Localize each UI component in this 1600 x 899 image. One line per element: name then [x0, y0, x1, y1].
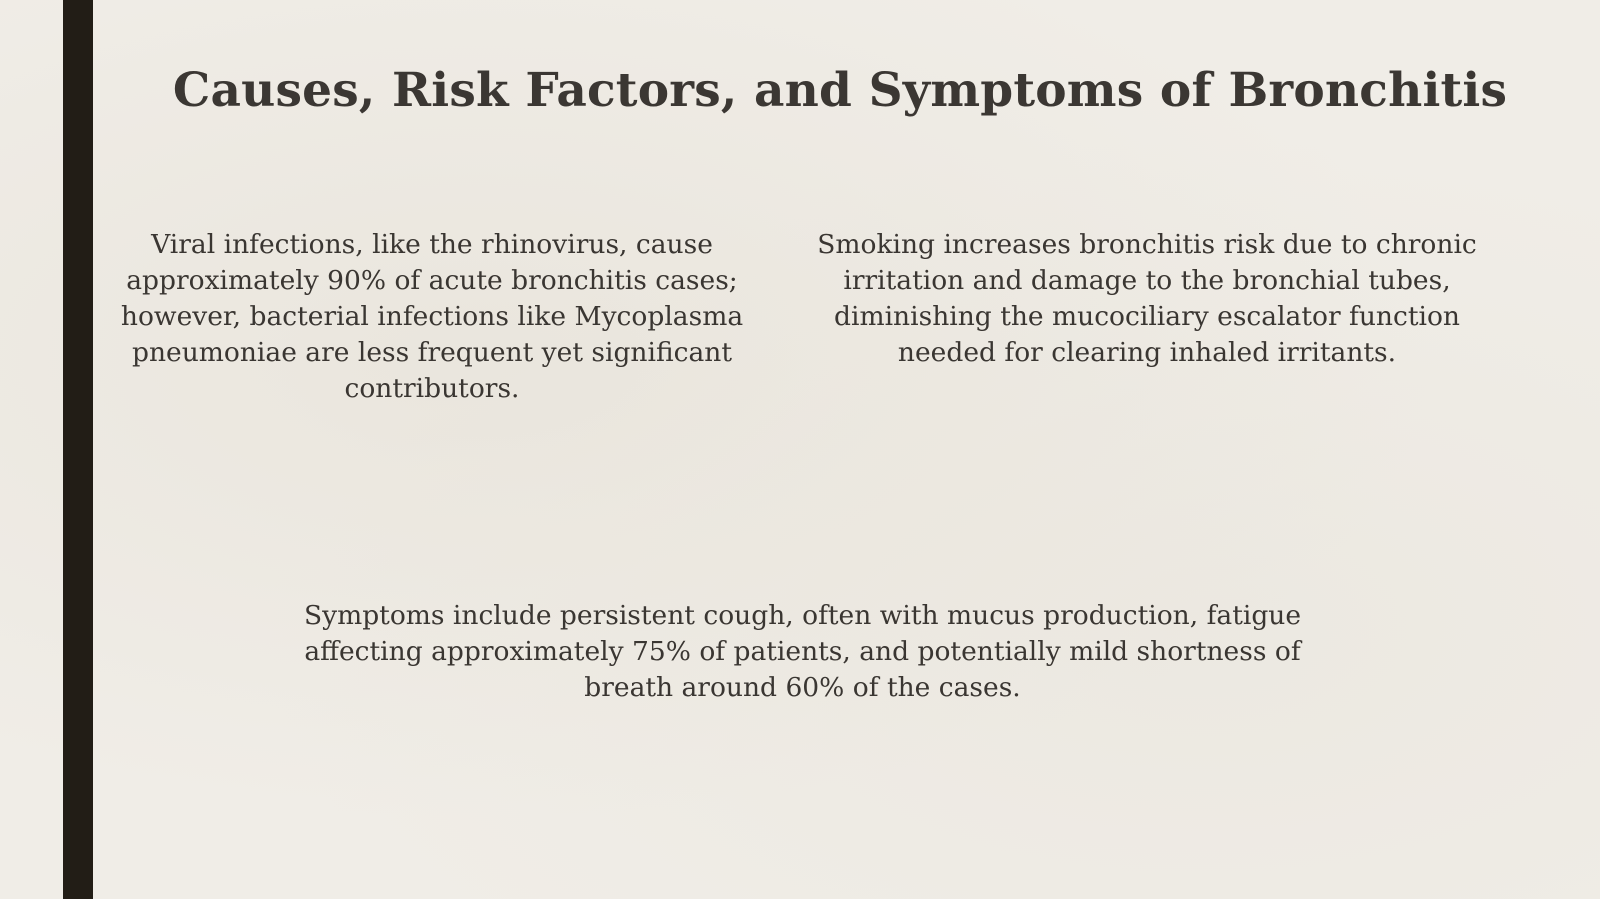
accent-bar [63, 0, 93, 899]
risk-factors-paragraph: Smoking increases bronchitis risk due to chronic irritation and damage to the bronchial tubes, diminishing the mucociliary escalator function needed for clearing inhaled irritants. [817, 229, 1477, 368]
causes-paragraph: Viral infections, like the rhinovirus, cause approximately 90% of acute bronchitis cases; however, bacterial infections like Mycoplasma pneumoniae are less frequent yet significant contributors. [120, 229, 744, 404]
slide-title: Causes, Risk Factors, and Symptoms of Bronchitis [172, 63, 1508, 118]
symptoms-paragraph: Symptoms include persistent cough, often with mucus production, fatigue affecting approximately 75% of patients, and potentially mild shortness of breath around 60% of the cases. [303, 600, 1302, 703]
